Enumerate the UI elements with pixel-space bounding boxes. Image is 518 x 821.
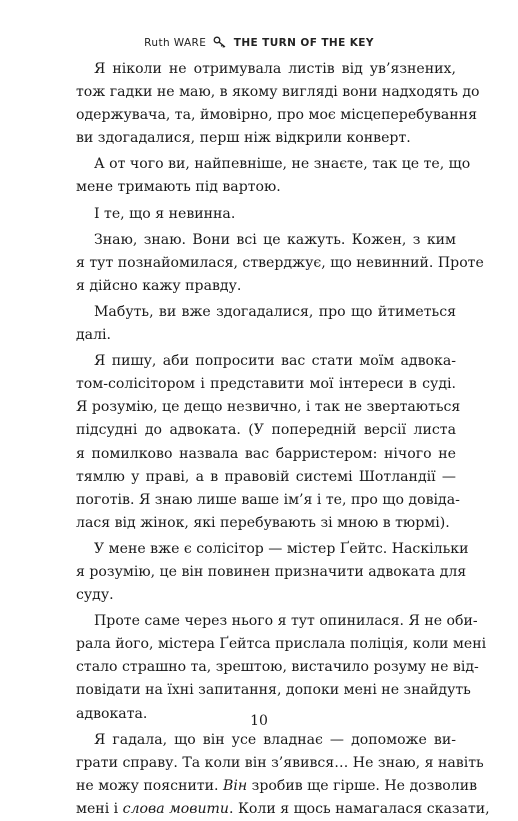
text-line: рала його, містера Ґейтса прислала поліція, коли мені <box>76 636 487 653</box>
paragraph <box>76 301 456 347</box>
text-line: лася від жінок, які перебувають зі мною в тюрмі). <box>76 514 450 531</box>
text-line: адвоката. <box>76 705 148 722</box>
text-line: тямлю у праві, а в правовій системі Шотландії — <box>76 468 456 485</box>
text-line: Я гадала, що він усе владнає — допоможе ви- <box>94 731 456 748</box>
paragraph <box>76 729 490 821</box>
text-line: мені і слова мовити. Коли я щось намагалася сказати, <box>76 800 490 817</box>
paragraph <box>76 538 469 607</box>
paragraph <box>76 610 487 725</box>
text-line: грати справу. Та коли він з’явився… Не знаю, я навіть <box>76 754 484 771</box>
text-line: суду. <box>76 587 114 604</box>
text-line: Я ніколи не отримувала листів від ув’язнених, <box>94 61 456 77</box>
text-line: підсудні до адвоката. (У попередній версії листа <box>76 422 456 439</box>
text-line: Я пишу, аби попросити вас стати моїм адвока- <box>94 353 456 370</box>
text-line: тож гадки не маю, в якому вигляді вони надходять до <box>76 84 480 101</box>
text-line: не можу пояснити. Він зробив ще гірше. Не дозволив <box>76 777 478 794</box>
text-line: Проте саме через нього я тут опинилася. Я не оби- <box>94 613 478 630</box>
paragraph <box>76 203 456 226</box>
text-line: І те, що я невинна. <box>94 205 236 222</box>
text-line: Знаю, знаю. Вони всі це кажуть. Кожен, з ким <box>94 231 456 248</box>
text-line: ви здогадалися, перш ніж відкрили конверт. <box>76 130 411 147</box>
text-line: том-солісітором і представити мої інтереси в суді. <box>76 376 456 393</box>
text-line: поготів. Я знаю лише ваше ім’я і те, про що довіда- <box>76 491 460 508</box>
text-line: повідати на їхні запитання, допоки мені не знайдуть <box>76 682 471 699</box>
text-line: я розумію, це він повинен призначити адвоката для <box>76 563 467 580</box>
paragraph <box>76 229 484 298</box>
text-line: мене тримають під вартою. <box>76 179 281 196</box>
header-book-title: THE TURN OF THE KEY <box>233 37 374 49</box>
text-line: одержувача, та, ймовірно, про моє місцеперебування <box>76 107 477 124</box>
body-text <box>76 58 490 821</box>
text-line: У мене вже є солісітор — містер Ґейтс. Наскільки <box>94 540 469 557</box>
key-icon <box>213 36 227 51</box>
text-line: я помилково назвала вас барристером: нічого не <box>76 445 456 462</box>
page-number: 10 <box>250 713 268 729</box>
paragraph <box>76 350 461 535</box>
header-author: Ruth WARE <box>144 37 207 49</box>
text-line: стало страшно та, зрештою, вистачило розуму не від- <box>76 659 479 676</box>
paragraph <box>76 58 480 150</box>
text-line: А от чого ви, найпевніше, не знаєте, так це те, що <box>94 156 471 173</box>
text-line: я тут познайомилася, стверджує, що невинний. Проте <box>76 254 484 271</box>
running-header <box>0 36 518 51</box>
text-line: далі. <box>76 327 112 344</box>
text-line: Мабуть, ви вже здогадалися, про що йтиметься <box>94 303 456 320</box>
text-line: я дійсно кажу правду. <box>76 277 242 294</box>
paragraph <box>76 153 471 199</box>
text-line: Я розумію, це дещо незвично, і так не звертаються <box>76 399 461 416</box>
